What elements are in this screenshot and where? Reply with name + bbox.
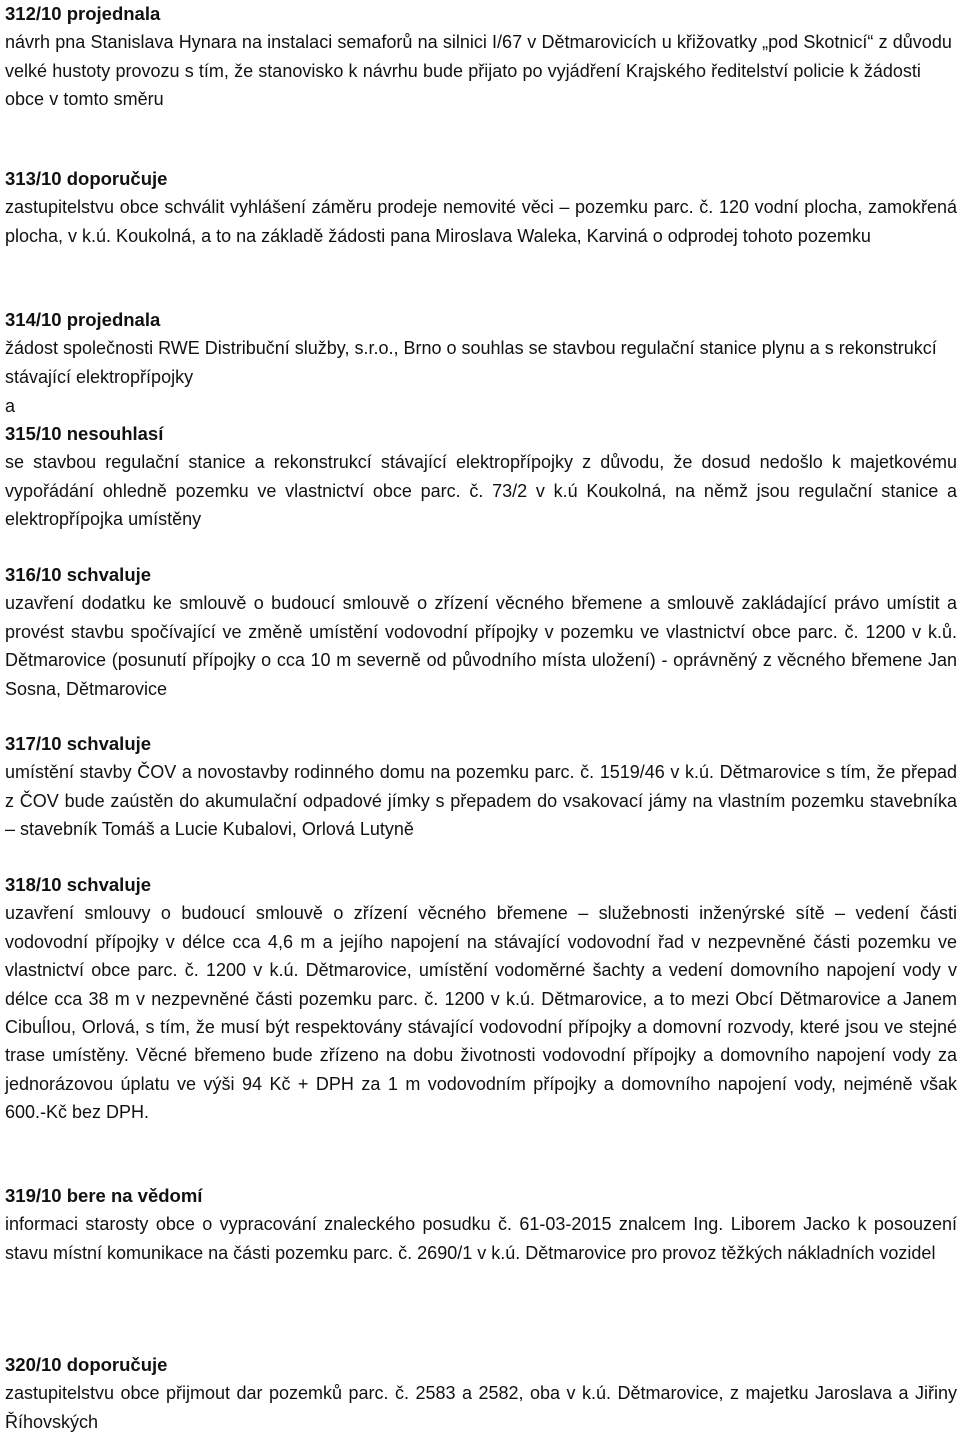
resolution-text: uzavření smlouvy o budoucí smlouvě o zřízení věcného břemene – služebnosti inženýrské sítě – vedení části vodovodní přípojky v délce cca 4,6 m a jejího napojení na stávající vodovodní řad v nezpevněné části pozemku ve vlastnictví obce parc. č. 1200 v k.ú. Dětmarovice, umístění vodoměrné šachty a vedení domovního napojení vody v délce cca 38 m v nezpevněné části pozemku parc. č. 1200 v k.ú. Dětmarovice, a to mezi Obcí Dětmarovice a Janem CibuĺIou, Orlová, s tím, že musí být respektovány stávající vodovodní přípojky a domovní rozvody, které jsou ve stejné trase umístěny. Věcné břemeno bude zřízeno na dobu životnosti vodovodní přípojky a domovního napojení vody za jednorázovou úplatu ve výši 94 Kč + DPH za 1 m vodovodním přípojky a domovního napojení vody, nejméně však 600.-Kč bez DPH. xyxy=(5,903,957,1123)
resolution-317 xyxy=(5,730,957,844)
resolution-text: uzavření dodatku ke smlouvě o budoucí smlouvě o zřízení věcného břemene a smlouvě zakládající právo umístit a provést stavbu spočívající ve změně umístění vodovodní přípojky v pozemku ve vlastnictví obce parc. č. 1200 v k.ů. Dětmarovice (posunutí přípojky o cca 10 m severně od původního místa uložení) - oprávněný z věcného břemene Jan Sosna, Dětmarovice xyxy=(5,593,957,699)
resolution-text: se stavbou regulační stanice a rekonstrukcí stávající elektropřípojky z důvodu, že dosud nedošlo k majetkovému vypořádání ohledně pozemku ve vlastnictví obce parc. č. 73/2 v k.ú Koukolná, na němž jsou regulační stanice a elektropřípojka umístěny xyxy=(5,452,957,530)
resolution-315 xyxy=(5,420,957,534)
resolution-319 xyxy=(5,1182,957,1267)
resolution-318 xyxy=(5,871,957,1127)
resolution-text: žádost společnosti RWE Distribuční služby, s.r.o., Brno o souhlas se stavbou regulační stanice plynu a s rekonstrukcí stávající elektropřípojky xyxy=(5,338,937,387)
resolution-heading: 320/10 doporučuje xyxy=(5,1354,168,1375)
resolution-heading: 316/10 schvaluje xyxy=(5,564,152,585)
resolution-316 xyxy=(5,561,957,703)
resolution-heading: 314/10 projednala xyxy=(5,309,161,330)
connector-text: a xyxy=(5,396,16,416)
resolution-heading: 317/10 schvaluje xyxy=(5,733,152,754)
resolution-heading: 318/10 schvaluje xyxy=(5,874,152,895)
resolution-heading: 315/10 nesouhlasí xyxy=(5,423,164,444)
resolution-text: zastupitelstvu obce přijmout dar pozemků parc. č. 2583 a 2582, oba v k.ú. Dětmarovice, z majetku Jaroslava a Jiřiny Říhovských xyxy=(5,1383,957,1432)
resolution-text: návrh pna Stanislava Hynara na instalaci semaforů na silnici I/67 v Dětmarovicích u křižovatky „pod Skotnicí“ z důvodu velké hustoty provozu s tím, že stanovisko k návrhu bude přijato po vyjádření Krajského ředitelství policie k žádosti obce v tomto směru xyxy=(5,32,952,110)
resolution-heading: 319/10 bere na vědomí xyxy=(5,1185,203,1206)
resolution-text: umístění stavby ČOV a novostavby rodinného domu na pozemku parc. č. 1519/46 v k.ú. Dětmarovice s tím, že přepad z ČOV bude zaústěn do akumulační odpadové jímky s přepadem do vsakovací jámy na vlastním pozemku stavebníka – stavebník Tomáš a Lucie Kubalovi, Orlová Lutyně xyxy=(5,762,957,840)
resolution-320 xyxy=(5,1351,957,1436)
resolution-heading: 313/10 doporučuje xyxy=(5,168,168,189)
resolution-heading: 312/10 projednala xyxy=(5,3,161,24)
resolution-314 xyxy=(5,306,957,391)
resolution-text: zastupitelstvu obce schválit vyhlášení záměru prodeje nemovité věci – pozemku parc. č. 120 vodní plocha, zamokřená plocha, v k.ú. Koukolná, a to na základě žádosti pana Miroslava Waleka, Karviná o odprodej tohoto pozemku xyxy=(5,197,957,246)
resolution-312 xyxy=(5,0,957,114)
resolution-text: informaci starosty obce o vypracování znaleckého posudku č. 61-03-2015 znalcem Ing. Liborem Jacko k posouzení stavu místní komunikace na části pozemku parc. č. 2690/1 v k.ú. Dětmarovice pro provoz těžkých nákladních vozidel xyxy=(5,1214,957,1263)
resolution-313 xyxy=(5,165,957,250)
